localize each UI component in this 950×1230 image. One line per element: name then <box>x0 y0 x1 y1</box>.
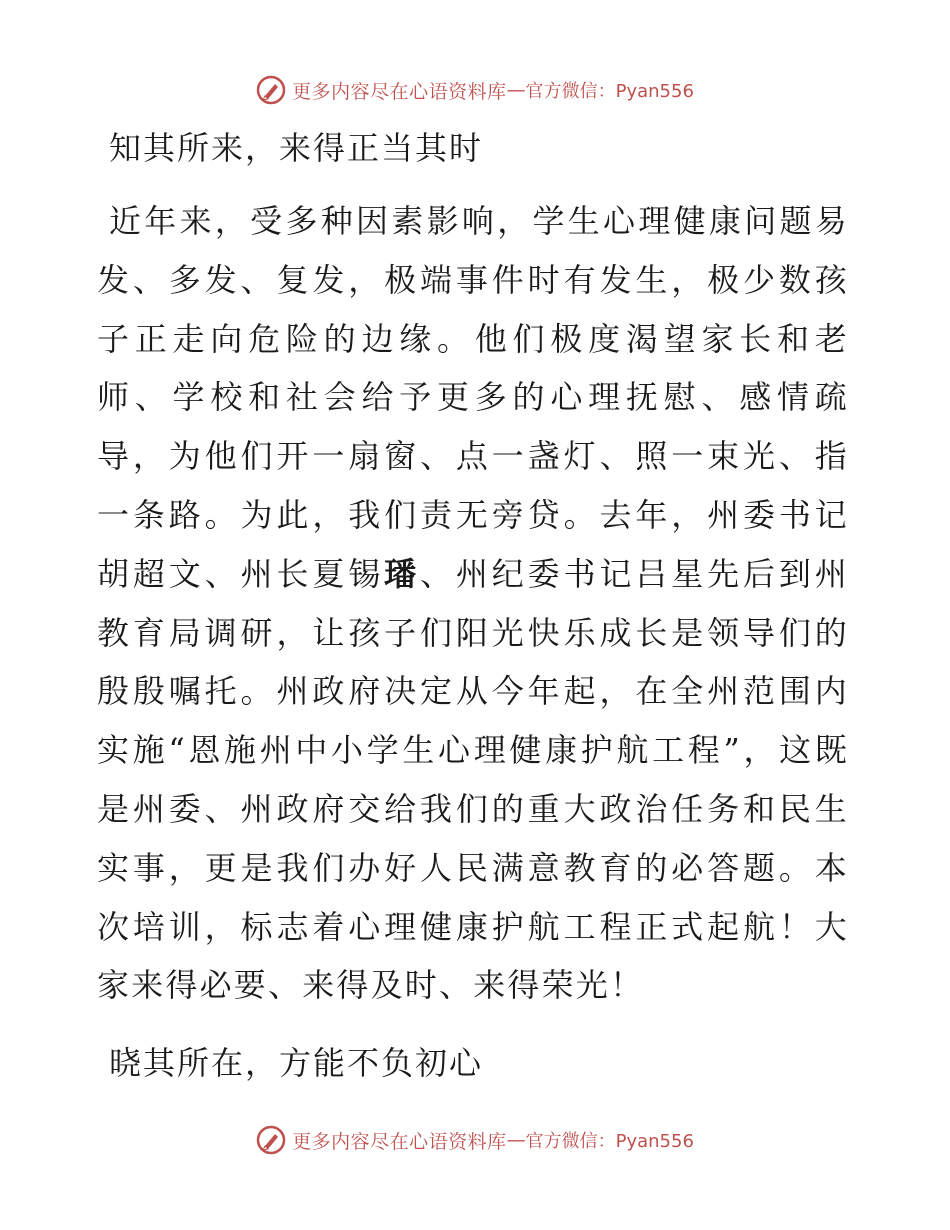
pen-logo-icon <box>256 1125 286 1155</box>
paragraph-bold-char: 璠 <box>384 554 421 593</box>
footer-banner <box>0 1118 950 1162</box>
section-paragraph-1 <box>97 192 849 1015</box>
banner-title: 更多内容尽在心语资料库 <box>292 80 507 103</box>
document-body <box>97 122 849 1089</box>
banner-separator: — <box>506 79 526 101</box>
section-heading-1: 知其所来，来得正当其时 <box>109 129 484 167</box>
header-banner <box>0 68 950 112</box>
banner-separator: — <box>506 1129 526 1151</box>
paragraph-text-part-2: 、州纪委书记吕星先后到州教育局调研，让孩子们阳光快乐成长是领导们的殷殷嘱托。州政府决定从今年起，在全州范围内实施“恩施州中小学生心理健康护航工程”，这既是州委、州政府交给我们的重大政治任务和民生实事，更是我们办好人民满意教育的必答题。本次培训，标志着心理健康护航工程正式起航！大家来得必要、来得及时、来得荣光！ <box>97 554 849 1005</box>
banner-wechat: 官方微信：Pyan556 <box>525 1131 694 1152</box>
pen-logo-icon <box>256 75 286 105</box>
section-heading-2: 晓其所在，方能不负初心 <box>109 1044 484 1083</box>
paragraph-text-part-1: 近年来，受多种因素影响，学生心理健康问题易发、多发、复发，极端事件时有发生，极少数孩子正走向危险的边缘。他们极度渴望家长和老师、学校和社会给予更多的心理抚慰、感情疏导，为他们开一扇窗、点一盏灯、照一束光、指一条路。为此，我们责无旁贷。去年，州委书记胡超文、州长夏锡 <box>97 202 849 593</box>
banner-wechat: 官方微信：Pyan556 <box>525 81 694 102</box>
banner-title: 更多内容尽在心语资料库 <box>292 1130 507 1153</box>
